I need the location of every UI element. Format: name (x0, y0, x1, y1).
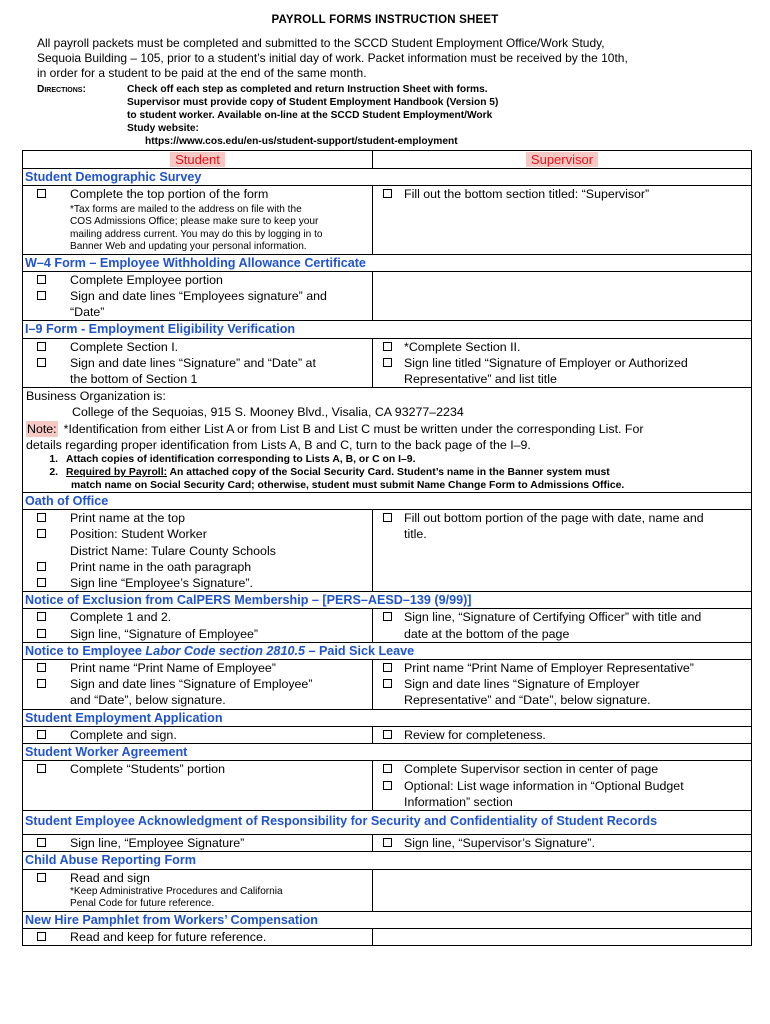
section-title-agreement: Student Worker Agreement (23, 744, 752, 761)
directions-line: to student worker. Available on-line at the SCCD Student Employment/Work (127, 110, 493, 121)
supervisor-column-header: Supervisor (373, 151, 752, 169)
page-title: PAYROLL FORMS INSTRUCTION SHEET (271, 14, 499, 26)
checkbox[interactable] (37, 730, 46, 739)
student-step: Position: Student Worker (70, 527, 207, 542)
directions-url[interactable]: https://www.cos.edu/en-us/student-support/student-employment (145, 136, 458, 147)
supervisor-step: Fill out the bottom section titled: “Supervisor” (404, 187, 650, 202)
checkbox[interactable] (37, 578, 46, 587)
table-row (23, 869, 752, 911)
student-cell (23, 835, 373, 852)
supervisor-step: Sign line, “Supervisor’s Signature”. (404, 836, 596, 851)
student-step: Read and sign (70, 870, 150, 885)
student-step: Sign line, “Signature of Employee” (70, 626, 259, 641)
directions-line: Supervisor must provide copy of Student Employment Handbook (Version 5) (127, 97, 499, 108)
student-step: Print name “Print Name of Employee” (70, 661, 276, 676)
table-row (23, 660, 752, 710)
i9-info-cell (23, 388, 752, 493)
checkbox[interactable] (37, 189, 46, 198)
student-cell (23, 726, 373, 743)
student-cell (23, 609, 373, 642)
numbered-item (26, 453, 748, 466)
student-step: Read and keep for future reference. (70, 929, 267, 944)
numbered-item (26, 466, 748, 479)
supervisor-cell (373, 928, 752, 945)
table-row (23, 510, 752, 592)
step-text: Representative” and list title (404, 372, 557, 387)
section-title-w4: W–4 Form – Employee Withholding Allowance Certificate (23, 254, 752, 271)
supervisor-step: *Complete Section II. (404, 339, 521, 354)
step-text: Information” section (404, 794, 513, 809)
supervisor-step (404, 778, 748, 810)
supervisor-step (404, 355, 748, 387)
step-text: date at the bottom of the page (404, 626, 570, 641)
checkbox[interactable] (37, 529, 46, 538)
item-text: match name on Social Security Card; otherwise, student must submit Name Change Form to Admissions Office. (71, 480, 625, 492)
checkbox[interactable] (37, 358, 46, 367)
checkbox[interactable] (383, 730, 392, 739)
note-text: *Identification from either List A or from List B and List C must be written under the corresponding List. For (63, 421, 644, 436)
checkbox[interactable] (383, 781, 392, 790)
student-cell (23, 928, 373, 945)
tax-note: *Tax forms are mailed to the address on file with the (70, 203, 302, 215)
student-step: Complete and sign. (70, 727, 177, 742)
checkbox[interactable] (37, 513, 46, 522)
supervisor-cell (373, 761, 752, 811)
step-text: Sign and date lines “Signature of Employer (404, 677, 640, 692)
checkbox[interactable] (37, 663, 46, 672)
title-part: Notice to Employee (25, 643, 146, 658)
step-text: Sign line titled “Signature of Employer or Authorized (404, 355, 688, 370)
section-title-oath: Oath of Office (23, 493, 752, 510)
student-cell (23, 869, 373, 911)
step-text: the bottom of Section 1 (70, 372, 198, 387)
title-part: Labor Code section 2810.5 (145, 643, 305, 658)
student-step: District Name: Tulare County Schools (70, 543, 276, 558)
checkbox[interactable] (37, 342, 46, 351)
intro-line: All payroll packets must be completed and submitted to the SCCD Student Employment Office/Work Study, (37, 36, 605, 50)
tax-note: COS Admissions Office; please make sure to keep your (70, 216, 319, 228)
step-text: and “Date”, below signature. (70, 693, 226, 708)
checkbox[interactable] (37, 291, 46, 300)
student-cell (23, 186, 373, 254)
item-number: 1. (49, 454, 58, 466)
supervisor-step: Complete Supervisor section in center of page (404, 762, 659, 777)
supervisor-cell (373, 726, 752, 743)
supervisor-step: Review for completeness. (404, 727, 546, 742)
checkbox[interactable] (37, 838, 46, 847)
step-text: Sign and date lines “Signature of Employee” (70, 677, 313, 692)
intro-line: Sequoia Building – 105, prior to a student’s initial day of work. Packet information must be received by the 10th, (37, 51, 628, 65)
step-text: Representative” and “Date”, below signature. (404, 693, 651, 708)
table-row (23, 388, 752, 493)
note-text: details regarding proper identification from Lists A, B and C, turn to the back page of the I–9. (26, 437, 531, 452)
checkbox[interactable] (383, 342, 392, 351)
student-cell (23, 271, 373, 321)
keep-note: Penal Code for future reference. (70, 898, 215, 910)
table-row (23, 835, 752, 852)
student-step (70, 355, 369, 387)
section-title-pamphlet: New Hire Pamphlet from Workers’ Compensation (23, 911, 752, 928)
checkbox[interactable] (37, 275, 46, 284)
checkbox[interactable] (383, 838, 392, 847)
title-part: – Paid Sick Leave (304, 643, 415, 658)
supervisor-cell (373, 186, 752, 254)
checkbox[interactable] (383, 679, 392, 688)
student-step: Print name in the oath paragraph (70, 559, 252, 574)
checkbox[interactable] (383, 764, 392, 773)
table-row (23, 338, 752, 388)
checkbox[interactable] (383, 513, 392, 522)
table-row (23, 928, 752, 945)
step-text: Fill out bottom portion of the page with date, name and (404, 511, 704, 526)
supervisor-cell (373, 338, 752, 388)
table-row (23, 726, 752, 743)
step-text: Sign and date lines “Employees signature” and (70, 289, 327, 304)
supervisor-cell (373, 271, 752, 321)
section-title-calpers: Notice of Exclusion from CalPERS Membership – [PERS–AESD–139 (9/99)] (23, 592, 752, 609)
step-text: Sign line, “Signature of Certifying Officer” with title and (404, 610, 702, 625)
keep-note: *Keep Administrative Procedures and California (70, 885, 283, 897)
supervisor-cell (373, 660, 752, 710)
student-step: Print name at the top (70, 511, 186, 526)
table-row (23, 271, 752, 321)
section-title-acknowledgment: Student Employee Acknowledgment of Responsibility for Security and Confidentiality of Student Records (23, 810, 752, 834)
table-row (23, 186, 752, 254)
checkbox[interactable] (37, 932, 46, 941)
item-number: 2. (49, 467, 58, 479)
business-org-label: Business Organization is: (26, 389, 166, 404)
step-text: “Date” (70, 305, 105, 320)
supervisor-cell (373, 835, 752, 852)
table-row (23, 761, 752, 811)
student-step: Complete Employee portion (70, 272, 223, 287)
column-header-row (23, 151, 752, 169)
supervisor-step (404, 510, 748, 542)
student-step: Sign line “Employee’s Signature”. (70, 576, 253, 591)
supervisor-cell (373, 869, 752, 911)
step-text: title. (404, 527, 427, 542)
intro-paragraph (37, 36, 737, 81)
student-step (70, 676, 369, 708)
directions-label: Directions: (37, 84, 86, 95)
numbered-item-cont (26, 479, 748, 492)
student-column-header: Student (23, 151, 373, 169)
checkbox[interactable] (383, 612, 392, 621)
student-step: Sign line, “Employee Signature” (70, 836, 245, 851)
step-text: Optional: List wage information in “Optional Budget (404, 778, 684, 793)
step-text: Sign and date lines “Signature” and “Date” at (70, 355, 316, 370)
item-text: An attached copy of the Social Security Card. Student’s name in the Banner system must (167, 467, 610, 479)
student-step: Complete Section I. (70, 339, 179, 354)
checkbox[interactable] (383, 663, 392, 672)
checkbox[interactable] (37, 612, 46, 621)
supervisor-step: Print name “Print Name of Employer Representative” (404, 661, 694, 676)
student-cell (23, 338, 373, 388)
section-title-application: Student Employment Application (23, 709, 752, 726)
supervisor-step (404, 676, 748, 708)
supervisor-cell (373, 510, 752, 592)
checkbox[interactable] (383, 189, 392, 198)
directions-line: Study website: (127, 123, 199, 134)
section-title-demographic: Student Demographic Survey (23, 169, 752, 186)
business-org-address: College of the Sequoias, 915 S. Mooney Blvd., Visalia, CA 93277–2234 (72, 405, 464, 420)
checkbox[interactable] (37, 629, 46, 638)
checkbox[interactable] (37, 764, 46, 773)
instructions-table (22, 150, 752, 946)
supervisor-step (404, 609, 748, 641)
student-step: Complete the top portion of the form (70, 187, 269, 202)
directions-line: Check off each step as completed and return Instruction Sheet with forms. (127, 84, 488, 95)
checkbox[interactable] (37, 562, 46, 571)
supervisor-cell (373, 609, 752, 642)
required-label: Required by Payroll: (66, 467, 168, 479)
section-title-i9: I–9 Form - Employment Eligibility Verification (23, 321, 752, 338)
tax-note: Banner Web and updating your personal information. (70, 241, 307, 253)
student-step: Complete “Students” portion (70, 762, 225, 777)
note-label: Note: (27, 421, 57, 436)
tax-note: mailing address current. You may do this by logging in to (70, 228, 323, 240)
table-row (23, 609, 752, 642)
student-step: Complete 1 and 2. (70, 610, 172, 625)
student-step (70, 288, 369, 320)
student-cell (23, 510, 373, 592)
student-cell (23, 660, 373, 710)
student-cell (23, 761, 373, 811)
checkbox[interactable] (37, 873, 46, 882)
directions-block (37, 83, 737, 148)
section-title-notice (23, 642, 752, 659)
intro-line: in order for a student to be paid at the end of the same month. (37, 66, 367, 80)
section-title-child-abuse: Child Abuse Reporting Form (23, 852, 752, 869)
checkbox[interactable] (383, 358, 392, 367)
checkbox[interactable] (37, 679, 46, 688)
item-text: Attach copies of identification corresponding to Lists A, B, or C on I–9. (66, 454, 416, 466)
